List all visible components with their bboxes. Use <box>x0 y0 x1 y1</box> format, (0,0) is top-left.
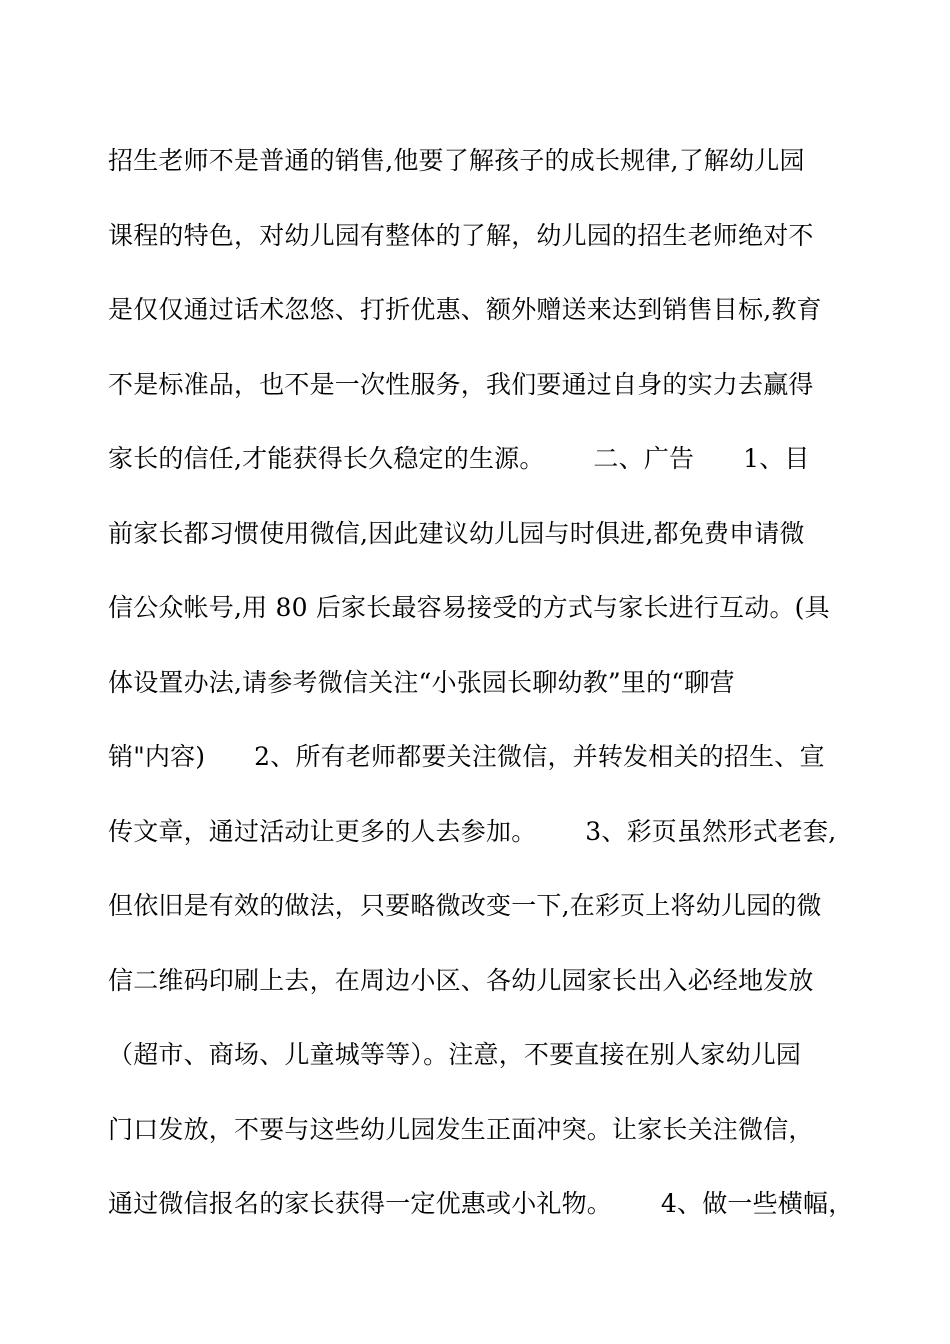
text-line: 销"内容) 2、所有老师都要关注微信，并转发相关的招生、宣 <box>108 742 825 771</box>
text-line: 家长的信任,才能获得长久稳定的生源。 二、广告 1、目 <box>108 444 810 473</box>
text-line: 体设置办法,请参考微信关注“小张园长聊幼教”里的“聊营 <box>108 667 735 697</box>
body-text <box>108 124 868 1242</box>
text-line: 前家长都习惯使用微信,因此建议幼儿园与时俱进,都免费申请微 <box>108 518 805 548</box>
text-line: 不是标准品，也不是一次性服务，我们要通过自身的实力去赢得 <box>108 369 814 399</box>
text-line: 是仅仅通过话术忽悠、打折优惠、额外赠送来达到销售目标,教育 <box>108 295 822 324</box>
text-line: 通过微信报名的家长获得一定优惠或小礼物。 4、做一些横幅， <box>108 1189 854 1218</box>
text-line: 传文章，通过活动让更多的人去参加。 3、彩页虽然形式老套, <box>108 816 837 846</box>
text-line: 信二维码印刷上去，在周边小区、各幼儿园家长出入必经地发放 <box>108 965 814 995</box>
text-line: 招生老师不是普通的销售,他要了解孩子的成长规律,了解幼儿园 <box>108 146 805 175</box>
text-line: 但依旧是有效的做法，只要略微改变一下,在彩页上将幼儿园的微 <box>108 891 822 920</box>
text-line: 信公众帐号,用 80 后家长最容易接受的方式与家长进行互动。(具 <box>108 593 830 622</box>
text-line: 门口发放，不要与这些幼儿园发生正面冲突。让家长关注微信， <box>108 1114 814 1144</box>
text-line: 课程的特色，对幼儿园有整体的了解，幼儿园的招生老师绝对不 <box>108 220 814 250</box>
text-line: （超市、商场、儿童城等等）。注意，不要直接在别人家幼儿园 <box>108 1040 802 1069</box>
